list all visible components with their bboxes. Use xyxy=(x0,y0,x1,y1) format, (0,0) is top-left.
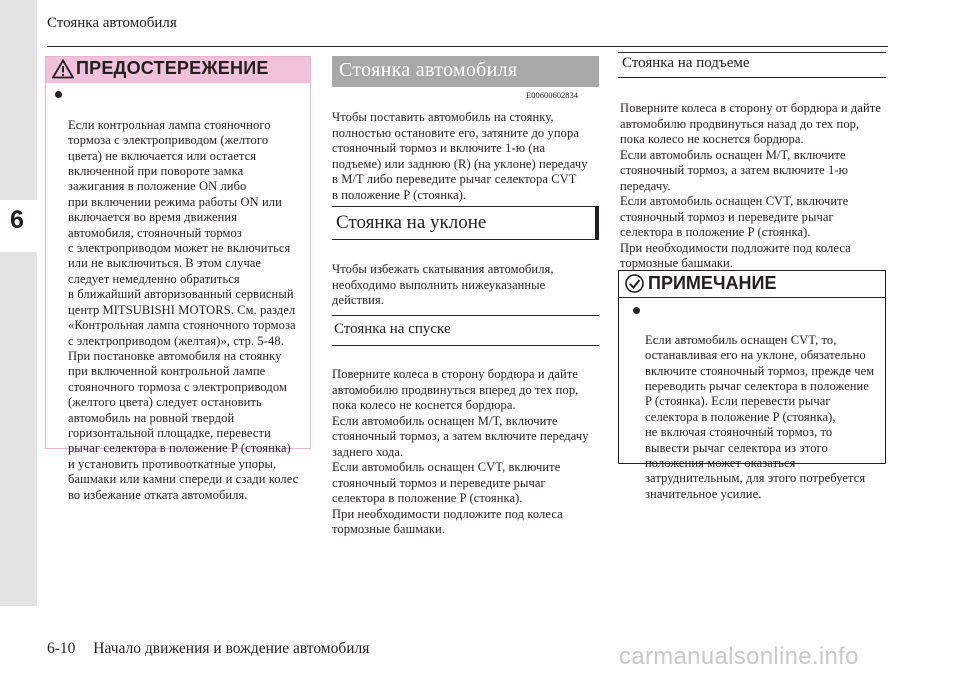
chapter-tab[interactable] xyxy=(0,200,37,252)
slope-heading-box xyxy=(332,206,599,240)
chapter-sidebar xyxy=(0,0,37,606)
uphill-top-rule xyxy=(618,52,886,53)
warning-title: ПРЕДОСТЕРЕЖЕНИЕ xyxy=(76,58,269,78)
running-header: Стоянка автомобиля xyxy=(47,15,177,31)
warning-triangle-icon xyxy=(52,59,74,79)
chapter-number: 6 xyxy=(10,206,24,234)
page-number: 6-10 xyxy=(47,640,76,657)
slope-title: Стоянка на уклоне xyxy=(336,212,487,233)
uphill-bottom-rule xyxy=(618,77,886,78)
bullet-icon xyxy=(55,91,62,98)
note-check-icon xyxy=(625,274,644,293)
note-text: Если автомобиль оснащен CVT, то, останавливая его на уклоне, обязательно включите стояночный тормоз, прежде чем переводить рычаг селектора в положение P (стоянка). Если перевести рычаг селектора в положение P (стоянка), не включая стояночный тормоз, то вывести рычаг селектора из этого положения может оказаться затруднительным, для этого потребуется значительное усилие. xyxy=(645,332,875,501)
header-rule xyxy=(47,46,888,47)
warning-text: Если контрольная лампа стояночного тормоза с электроприводом (желтого цвета) не включается или остается включенной при повороте замка зажигания в положение ON либо при включении режима работы ON или включается во время движения автомобиля, стояночный тормоз с электроприводом может не включиться или не выключиться. В этом случае следует немедленно обратиться в ближайший авторизованный сервисный центр MITSUBISHI MOTORS. См. раздел «Контрольная лампа стояночного тормоза с электроприводом (желтая)», стр. 5-48. При постановке автомобиля на стоянку при включенной контрольной лампе стояночного тормоза с электроприводом (желтого цвета) следует остановить автомобиль на ровной твердой горизонтальной площадке, перевести рычаг селектора в положение P (стоянка) и установить противооткатные упоры, башмаки или камни спереди и сзади колес во избежание отката автомобиля. xyxy=(68,117,299,502)
warning-box xyxy=(45,56,311,502)
note-body xyxy=(619,298,885,502)
bullet-icon xyxy=(633,307,640,314)
section-title: Стоянка автомобиля xyxy=(339,59,518,81)
downhill-text: Поверните колеса в сторону бордюра и дайте автомобилю продвинуться вперед до тех пор, пока колесо не коснется бордюра. Если автомобиль оснащен M/T, включите стояночный тормоз, а затем включите передачу заднего хода. Если автомобиль оснащен CVT, включите стояночный тормоз и переведите рычаг селектора в положение P (стоянка). При необходимости подложите под колеса тормозные башмаки. xyxy=(332,367,589,536)
slope-text: Чтобы избежать скатывания автомобиля, необходимо выполнить нижеуказанные действия. xyxy=(332,262,554,307)
section-code: E00600602834 xyxy=(526,90,578,100)
chapter-title: Начало движения и вождение автомобиля xyxy=(93,640,370,657)
downhill-top-rule xyxy=(332,315,599,316)
uphill-title: Стоянка на подъеме xyxy=(622,55,750,71)
note-header xyxy=(619,271,885,298)
note-title: ПРИМЕЧАНИЕ xyxy=(648,273,777,293)
page-footer xyxy=(47,640,369,658)
section-title-bar xyxy=(332,56,599,87)
warning-header xyxy=(46,57,310,83)
downhill-bottom-rule xyxy=(332,345,599,346)
uphill-text: Поверните колеса в сторону от бордюра и дайте автомобилю продвинуться назад до тех пор, пока колесо не коснется бордюра. Если автомобиль оснащен M/T, включите стояночный тормоз, а затем включите 1-ю передачу. Если автомобиль оснащен CVT, включите стояночный тормоз и переведите рычаг селектора в положение P (стоянка). При необходимости подложите под колеса тормозные башмаки. xyxy=(620,101,882,270)
watermark: carmanualsonline.info xyxy=(619,643,859,670)
parking-intro: Чтобы поставить автомобиль на стоянку, полностью остановите его, затяните до упора стояночный тормоз и включите 1-ю (на подъеме) или заднюю (R) (на уклоне) передачу в M/T либо переведите рычаг селектора CVT в положение P (стоянка). xyxy=(332,110,588,202)
downhill-title: Стоянка на спуске xyxy=(334,321,451,337)
note-box xyxy=(618,270,886,501)
warning-body xyxy=(46,83,310,503)
